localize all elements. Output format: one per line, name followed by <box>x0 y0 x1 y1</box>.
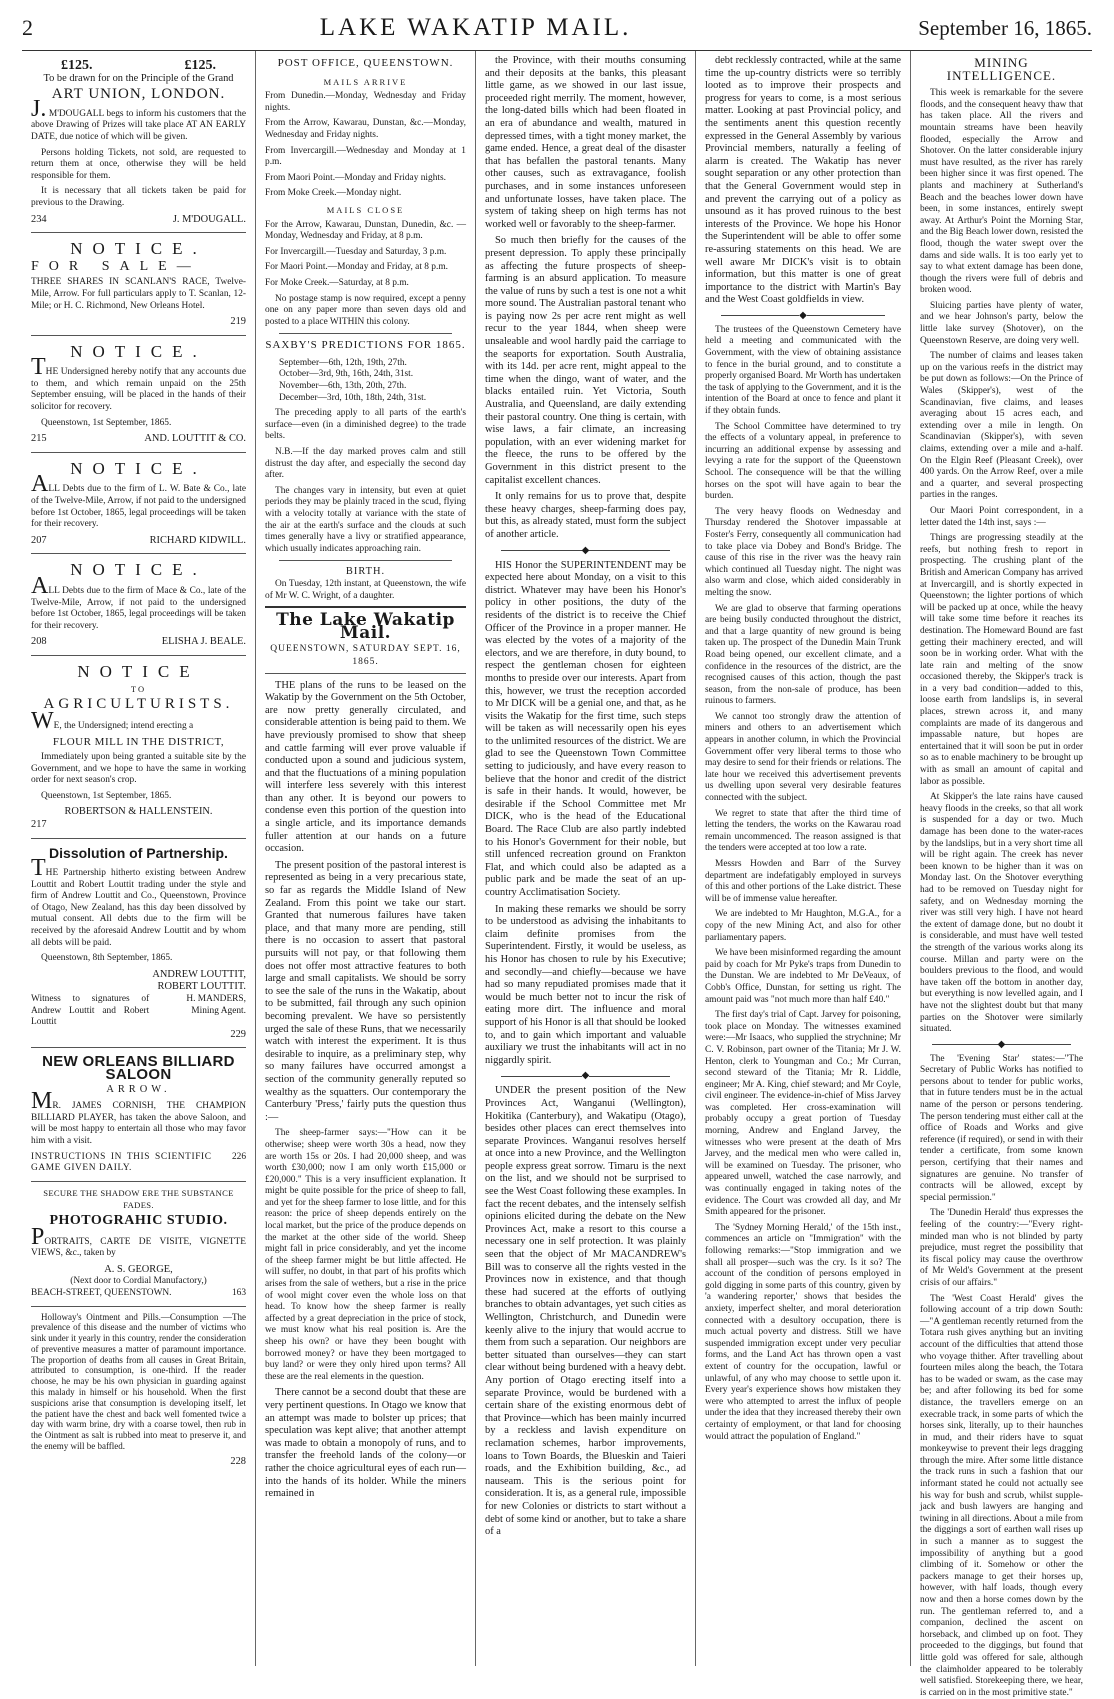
studio-note: (Next door to Cordial Manufactory,) <box>70 1276 207 1287</box>
ad-shares-for-sale <box>31 233 246 336</box>
divider: ◆ <box>920 1042 1083 1048</box>
issue-date: September 16, 1865. <box>918 16 1092 40</box>
close-invercargill: For Invercargill.—Tuesday and Saturday, 3 p.m. <box>265 246 447 257</box>
mining-p1: This week is remarkable for the severe floods, and the consequent heavy thaw that has taken place. All the rivers and mountain streams have been heavily flooded, especially the Arrow and Shotover. On the latter considerable injury must have resulted, as the river has rarely been higher since it was first opened. The plants and machinery at Sutherland's Beach and the beaches lower down have been, in some instances, entirely swept away. At Arthur's Point the Morning Star, and the Big Beach lower down, resisted the flood, though the water swept over the dams and side walls. It is too early yet to say to what extent damage has been done, though the rivers were full of debris and broken wood. <box>920 88 1083 296</box>
divider <box>279 560 452 561</box>
ad-art-union <box>31 55 246 233</box>
agri-intro: WE, the Undersigned; intend erecting a <box>31 707 194 734</box>
ad-bate-notice <box>31 453 246 555</box>
flour-mill-line: FLOUR MILL IN THE DISTRICT, <box>52 736 225 749</box>
ad-number: 219 <box>230 316 246 328</box>
notice-date: Queenstown, 1st September, 1865. <box>41 417 172 428</box>
ad-number: 228 <box>230 1455 246 1467</box>
studio-body: PORTRAITS, CARTE DE VISITE, VIGNETTE VIEWS, &c., taken by <box>31 1223 246 1259</box>
article-runs-p3: It only remains for us to prove that, despite these heavy charges, sheep-farming does pay, but this, as already stated, must form the subject of another article. <box>485 491 686 540</box>
column-4 <box>696 51 911 1666</box>
divider: ◆ <box>485 548 686 554</box>
editorial-dateline: QUEENSTOWN, SATURDAY SEPT. 16, 1865. <box>265 643 466 673</box>
arrive-maori-point: From Maori Point.—Monday and Friday nights. <box>265 172 446 183</box>
saxby-september: September—6th, 12th, 19th, 27th. <box>279 357 407 368</box>
saxby-p2: N.B.—If the day marked proves calm and still distrust the day after, and especially the second day after. <box>265 447 466 481</box>
art-union-title: ART UNION, LONDON. <box>51 86 226 103</box>
mining-evening-star: The 'Evening Star' states:—"The Secretary of Public Works has notified to persons about to tender for public works, that in future tenders must be in the actual name of the person or persons tendering. The person tendering must either call at the office of Roads and Works and give reference (if required), or send in with their tender a certificate, from some known person, certifying that their names and signatures are genuine. No transfer of contracts will be allowed, except by special permission." <box>920 1053 1083 1203</box>
studio-name: A. S. GEORGE, <box>104 1263 173 1275</box>
news-survey: Messrs Howden and Barr of the Survey department are indefatigably employed in surveys of this and other portions of the Lake district. These will be of immense value hereafter. <box>705 859 901 904</box>
article-provinces: UNDER the present position of the New Provinces Act, Wanganui (Wellington), Hokitika (Canterbury), and Wakatipu (Otago), besides other places can erect themselves into separate Provinces. Wanganui resolves herself at once into a new Province, and the Wellington people express great sorrow. Timaru is the next on the list, and we should not be surprised to see the West Coast following these examples. In fact the recent debates, and the intensely selfish opinions elicited during the debate on the New Provinces Act, make a resort to this course a necessary one in self protection. It was plainly seen that the object of Mr MACANDREW's Bill was to conserve all the rights vested in the Provinces now in existence, and that though these had sucered at the efforts of outlying branches to obtain advantages, yet such cities as Wellington, Christchurch, and Dunedin were keenly alive to the injury that would accrue to them from such a separation. Our neighbors are better situated than ourselves—they can start clear without being burdened with a heavy debt. Any portion of Otago erecting itself into a separate Province, would be burdened with a certain share of the existing enormous debt of that Province—which has been mainly incurred by a reckless and lavish expenditure on reclamation schemes, harbor improvements, loans to Town Boards, the Blueskin and Taieri roads, and the Exhibition building, &c., ad nauseam. This is the serious point for consideration. It is, as a general rule, impossible for new Colonies or districts to start without a debt of some kind or another, but to take a share of a <box>485 1085 686 1538</box>
saloon-instructions: INSTRUCTIONS IN THIS SCIENTIFIC GAME GIVEN DAILY. <box>31 1151 212 1174</box>
divider: ◆ <box>705 313 901 319</box>
notice-heading: NOTICE. <box>70 341 207 361</box>
notice-heading: NOTICE. <box>70 239 207 259</box>
for-sale-body: THREE SHARES IN SCANLAN'S RACE, Twelve-Mile, Arrow. For full particulars apply to T. Scanlan, 12-Mile; or H. C. Richmond, New Orleans Hotel. <box>31 277 246 311</box>
ad-signature: ROBERTSON & HALLENSTEIN. <box>64 806 213 818</box>
editorial-p4: There cannot be a second doubt that these are very pertinent questions. In Otago we know that an attempt was made to bolster up prices; that speculation was kept alive; that another attempt was made to obtain a monopoly of runs, and to transfer the freehold lands of the colony—or rather the choice agricultural eyes of each run—into the hands of its holder. While the miners remained in <box>265 1387 466 1500</box>
post-office-schedule <box>265 57 466 328</box>
page-number: 2 <box>22 15 33 40</box>
post-office-heading: POST OFFICE, QUEENSTOWN. <box>277 57 454 69</box>
notice-body: THE Undersigned hereby notify that any accounts due to them, and which remain unpaid on the 25th September ensuing, will be placed in the hands of their solicitor for recovery. <box>31 354 246 413</box>
column-3 <box>476 51 696 1666</box>
notice-body: ALL Debts due to the firm of L. W. Bate & Co., late of the Twelve-Mile, Arrow, if not paid to the undersigned before 1st October, 1865, legal proceedings will be taken for their recovery. <box>31 471 246 530</box>
mails-arrive-heading: MAILS ARRIVE <box>323 76 408 87</box>
mining-heading: MINING INTELLIGENCE. <box>946 55 1057 83</box>
notice-heading: NOTICE <box>77 661 200 681</box>
saloon-body: MR. JAMES CORNISH, THE CHAMPION BILLIARD PLAYER, has taken the above Saloon, and will be most happy to entertain all those who may favor him with a visit. <box>31 1088 246 1146</box>
agri-date: Queenstown, 1st September, 1865. <box>41 790 172 801</box>
notice-heading: NOTICE. <box>70 458 207 478</box>
dissolution-heading: Dissolution of Partnership. <box>49 844 228 861</box>
studio-address: BEACH-STREET, QUEENSTOWN. <box>31 1287 172 1298</box>
ad-mace-notice <box>31 554 246 656</box>
studio-heading: PHOTOGRAHIC STUDIO. <box>49 1212 228 1228</box>
ad-holloway <box>31 1307 246 1469</box>
article-debt: debt recklessly contracted, while at the same time the up-country districts were so terribly looted as to improve their prospects and progress for years to come, is a most serious matter. Looking at past Provincial policy, and the sentiments anent this question recently expressed in the General Assembly by various Provincial members, naturally a feeling of alarm is created. The Wakatip has never sought separation or any other protection than that the General Government would step in and prevent the carrying out of a policy as unsound as it has proved ruinous to the best interests of the Province. We hope his Honor the Superintendent will be able to offer some re-assuring statements on this head. We are well aware Mr DICK's visit is to obtain information, but this matter is one of great importance to the district with Martin's Bay and the West Coast goldfields in view. <box>705 55 901 306</box>
prize-amount-right: £125. <box>184 58 216 73</box>
ad-signature: AND. LOUTTIT & CO. <box>144 433 246 445</box>
column-1-advertisements <box>22 51 256 1666</box>
news-kawarau-road: We regret to state that after the third time of letting the tenders, the works on the Kawarau road remain uncommenced. The reason assigned is that the tenders were accepted at too low a rate. <box>705 808 901 854</box>
ad-number: 208 <box>31 636 47 648</box>
art-union-p3: It is necessary that all tickets taken be paid for previous to the Drawing. <box>31 186 246 208</box>
ad-dissolution <box>31 839 246 1049</box>
prize-amount-left: £125. <box>61 58 93 73</box>
divider <box>279 333 452 334</box>
editorial-title: The Lake Wakatip Mail. <box>276 610 455 643</box>
agri-body: Immediately upon being granted a suitable site by the Government, and we hope to have the same in working order for next season's crop. <box>31 751 246 786</box>
article-superintendent-p2: In making these remarks we should be sorry to be understood as advising the inhabitants to claim definite promises from the Superintendent. Firstly, it would be useless, as his Honor has chosen to rule by his Executive; and secondly—and chiefly—because we have had so many repudiated promises made that it would be much better not to incur the risk of eating more dirt. The influence and moral support of his Honor is all that should be looked to, and to gain which important and valuable auxiliary we trust the inhabitants will act in no niggardly spirit. <box>485 903 686 1066</box>
mining-p5: Things are progressing steadily at the reefs, but nothing fresh to report in prospecting. The crushing plant of the British and American Company has arrived at Invercargill, and is shortly expected in Queenstown; the lighter portions of which will be packed up at once, while the heavy will take some time before it reaches its destination. The Homeward Bound are fast getting their machinery erected, and will soon be in working order. What with the late rain and melting of the snow occasioned thereby, the Skipper's track is in a very bad condition—added to this, loose earth from landslips is, in several places, strewn across it, and many complaints are made of its dangerous and impassable nature, but hopes are entertained that it will soon be put in order so as to enable machinery to be brought up with as small an amount of capital and labor as possible. <box>920 533 1083 787</box>
mails-close-heading: MAILS CLOSE <box>326 204 405 215</box>
for-sale-line: FOR SALE— <box>31 258 201 274</box>
article-runs-p2: So much then briefly for the causes of the present depression. To apply these principally as affecting the future prospects of sheep-farming is an absurd application. To measure the value of runs by such a test is one not a whit more sound. The Australian pastoral tenant who is paying now 2s per acre rent might as well recur to the year 1844, when sheep were unsaleable and wool hardly paid the carriage to the seaports for exportation. South Australia, with its 14d. per acre rent, might appeal to the time when the dingo, want of water, and the blacks entailed ruin. Yet Victoria, South Australia, and Queensland, are daily extending their pastoral country. One thing is certain, with wise laws, a fair climate, an increasing population, with an ever widening market for the fleece, the runs to be offered by the Government in this district present to the capitalist excellent chances. <box>485 235 686 486</box>
ad-number: 226 <box>231 1151 246 1162</box>
art-union-sub: To be drawn for on the Principle of the Grand <box>43 72 234 84</box>
signature-robert: ROBERT LOUTTIT. <box>157 981 246 993</box>
news-school: The School Committee have determined to try the effects of a voluntary appeal, in preference to incurring an additional expense by assessing and levying a rate for the support of the Queenstown School. The consequence will be that the willing horses on the spot will have again to bear the burden. <box>705 421 901 502</box>
mining-west-coast: The 'West Coast Herald' gives the following account of a trip down South:—"A gentleman recently returned from the Totara rush gives anything but an inviting account of the difficulties that attend those who voyage thither. After travelling about fourteen miles along the beach, the Totara has to be waded or swam, as the case may be; and after following its bed for some distance, the travellers emerge on an execrable track, in some parts of which the horses sink, literally, up to their haunches in mud, and their riders have to squat monkeywise to prevent their legs dragging through the mire. After some little distance the track runs in such a fashion that our informant stated he could not actually see his way for bush and scrub, whilst supple-jack and bush lawyers are hanging and twining in all directions. About a mile from the diggings a sort of earthen wall rises up in such a manner as to suggest the impossibility of anything but a good climbing of it. Somehow or other the packers manage to get their horses up, however, with half loads, though every now and then a horse comes down by the run. The gentleman referred to, and a companion, declined the ascent on horseback, and climbed up on foot. They proceeded to the diggings, but found that little gold was offered for sale, although the claimholder appeared to be tolerably well satisfied. Storekeeping there, we hear, is carried on in the most primitive state." <box>920 1293 1083 1698</box>
mining-agent: H. MANDERS, Mining Agent. <box>186 994 246 1016</box>
ad-photographic-studio <box>31 1182 246 1307</box>
article-superintendent-p1: HIS Honor the SUPERINTENDENT may be expected here about Monday, on a visit to this district. Whatever may have been his Honor's policy in other positions, the duty of the residents of the district is to receive the Chief Officer of the Province in a proper manner. He was elected by the votes of a majority of the electors, and we are therefore, in duty bound, to respect the gentleman chosen for eighteen months to preside over our interests. Apart from this, however, we trust the reception accorded to Mr DICK will be a genial one, and that, as he visits the Wakatip for the first time, such steps will be taken as will necessarily open his eyes to the unlimited resources of the district. We are glad to see the Queenstown Town Committee setting to judiciously, and have every reason to believe that the honor and credit of the district is safe in their hands. It would, however, be desirable if the School Committee met Mr DICK, who is the head of the Educational Board. The Race Club are also partly indebted to his Honor's Government for their noble, but still unfenced recreation ground on Frankton Flat, and which could also be adapted as a public park and be made the seat of an up-country Acclimatisation Society. <box>485 559 686 898</box>
news-floods: The very heavy floods on Wednesday and Thursday rendered the Shotover impassable at Foster's Ferry, consequently all communication had to take place via Dobey and Bond's Bridge. The cause of this rise in the river was the heavy rain which continued all Tuesday night. The night was also warm and close, which aided considerably in melting the snow. <box>705 506 901 598</box>
mining-p2: Sluicing parties have plenty of water, and we hear Johnson's party, below the little lake survey (Shotover), on the Queenstown Reserve, are doing very well. <box>920 300 1083 346</box>
ad-number: 207 <box>31 534 47 546</box>
postage-note: No postage stamp is now required, except a penny one on any paper more than seven days old and posted to a place WITHIN this colony. <box>265 293 466 327</box>
editorial-quote: The sheep-farmer says:—"How can it be otherwise; sheep were worth 30s a head, now they are worth 15s or 20s. I had 20,000 sheep, and was worth £30,000; now I am only worth £15,000 or £20,000." This is a very insufficient explanation. It might be quite possible for the price of sheep to fall, and yet for the sheep farmer to lose little, and for this reason: the price of sheep depends entirely on the local market, but the price of the produce depends on the market at the other side of the world. Sheep might fall in price considerably, and yet the income of the sheep farmer might be but little affected. He will suffer, no doubt, in that part of his profits which arises from the sale of wethers, but a rise in the price of wool might cover even the whole loss on that head. To know how the sheep farmer is really affected by a great depreciation in the price of stock, we must know what his real position is. Are the sheep his own? or have they been bought with borrowed money? or have they been mortgaged to buy land? or were they only hired upon terms? All these are the real elements in the question. <box>265 1128 466 1382</box>
art-union-p1: J. M'DOUGALL begs to inform his customers that the above Drawing of Prizes will take place AT AN EARLY DATE, due notice of which will be given. <box>31 95 246 142</box>
arrive-moke-creek: From Moke Creek.—Monday night. <box>265 188 402 199</box>
news-mining-act: We are indebted to Mr Haughton, M.G.A., for a copy of the new Mining Act, and also for other parliamentary papers. <box>705 909 901 943</box>
arrive-invercargill: From Invercargill.—Wednesday and Monday at 1 p.m. <box>265 145 466 168</box>
saxby-predictions <box>265 339 466 555</box>
mining-p3: The number of claims and leases taken up on the various reefs in the district may be put down as follows:—On the Prince of Wales (Skipper's), west of the Scandinavian, five claims, and leases averaging about 15 acres each, and extending over a mile in length. On Scandinavian (Skipper's), with seven claims, extending over a mile and a-half. On the Elgin Reef (Pleasant Creek), over 400 yards. On the Arrow Reef, over a mile and a quarter, and several prospecting parties in the ranges. <box>920 351 1083 501</box>
divider: ◆ <box>485 1073 686 1079</box>
holloway-body: Holloway's Ointment and Pills.—Consumption —The prevalence of this disease and the number of victims who sink under it yearly in this country, render the consideration of preventive measures a matter of paramount importance. The proportion of deaths from all causes in Great Britain, attributed to consumption, is one-third. If the reader choose, he may be his own physician in guarding against this malady in himself or his household. When the first suspicions arise that consumption is developing itself, let the patient have the chest and back well fomented twice a day with warm brine, dry with a coarse towel, then rub in the Ointment as salt is rubbed into meat to preserve it, and the enemy will be baffled. <box>31 1311 246 1452</box>
ad-louttit-notice <box>31 336 246 453</box>
saxby-heading: SAXBY'S PREDICTIONS FOR 1865. <box>265 339 466 352</box>
column-5-mining <box>911 51 1092 1698</box>
saxby-p3: The changes vary in intensity, but even at quiet periods they may be plainly traced in the scud, flying with a velocity totally at variance with the state of the air at the earth's surface and the clouds at such times generally have a livy or stratified appearance, which usually indicates approaching rain. <box>265 485 466 554</box>
article-runs-p1: the Province, with their mouths consuming and their deposits at the banks, this pleasant little game, as we showed in our last issue, proceeded right merrily. The moment, however, the long-dated bills which had been floated in an era of abundance and wealth, matured in depressed times, with a tight money market, the game ended. Hence, a great deal of the disaster that has befallen the pastoral tenants. Many other causes, such as extravagance, foolish purchases, and in some instances unforeseen and unfortunate losses, have taken place. The system of taking sheep on high terms has not worked well or favorably to the sheep-farmer. <box>485 55 686 230</box>
ad-number: 163 <box>231 1287 246 1298</box>
news-immigration: The 'Sydney Morning Herald,' of the 15th inst., commences an article on "Immigration" with the following remarks:—"Stop immigration and we shall all prosper—such was the cry. Is it so? The account of the condition of persons employed in gold digging in some parts of this country, given by 'a wandering reporter,' shows that besides the anxiety, imperfect shelter, and moral deterioration connected with a desultory occupation, there is much actual poverty and distress. Still we have suspended immigration except under very peculiar forms, and the Land Act has thrown open a vast extent of country for the occupation, lawful or unlawful, of any who may choose to settle upon it. Every year's experience shows how mistaken they were who attempted to arrest the influx of people under the idea that they increased thereby their own certainty of employment, or that land for choosing would attract the population of England." <box>705 1222 901 1442</box>
signature-andrew: ANDREW LOUTTIT, <box>152 968 246 980</box>
saxby-december: December—3rd, 10th, 18th, 24th, 31st. <box>279 392 427 403</box>
ad-number: 234 <box>31 213 47 225</box>
news-farming: We are glad to observe that farming operations are being busily conducted throughout the district, and that a large quantity of new ground is being taken up. The prospect of the Dunedin Main Trunk Road being opened, our excellent climate, and a confidence in the resources of the district, are the recognised causes of this action, though the past season, from the non-sale of produce, has been ruinous to farmers. <box>705 603 901 707</box>
notice-to: TO <box>130 683 147 694</box>
ad-signature: J. M'DOUGALL. <box>172 213 246 225</box>
saxby-p1: The preceding apply to all parts of the earth's surface—even (in a diminished degree) to the trade belts. <box>265 408 466 442</box>
ad-signature: RICHARD KIDWILL. <box>149 534 246 546</box>
columns <box>22 51 1092 1698</box>
mining-p6: At Skipper's the late rains have caused heavy floods in the creeks, so that all work is suspended for a day or two. Much damage has been done to the water-races by the landslips, but in a very short time all will be right again. The creek has never been known to be higher than it was on Monday last. On the Shotover everything had to be removed on Tuesday night for safety, and on Wednesday morning the river was still very high. I have not heard the extent of damage done, but no doubt it is considerable, and must have well tested the strength of the various works along its course. Millan and party were on the boulders previous to the flood, and would have taken off the bottom in another day, but everything is now levelled again, and I have not the slightest doubt but that many parties on the Shotover were similarly situated. <box>920 792 1083 1035</box>
ad-billiard-saloon <box>31 1048 246 1181</box>
mining-dunedin-herald: The 'Dunedin Herald' thus expresses the feeling of the country:—"Every right-minded man who is not blinded by party prejudice, must regret the possibility that its fiscal policy may cause the overthrow of Mr Weld's Government at the present crisis of our affairs." <box>920 1208 1083 1288</box>
ad-number: 229 <box>230 1028 246 1040</box>
masthead <box>22 14 1092 51</box>
saxby-november: November—6th, 13th, 20th, 27th. <box>279 381 407 392</box>
ad-agriculturists <box>31 656 246 839</box>
birth-body: On Tuesday, 12th instant, at Queenstown, the wife of Mr W. C. Wright, of a daughter. <box>265 578 466 601</box>
agriculturists-title: AGRICULTURISTS. <box>43 696 234 713</box>
column-2 <box>256 51 476 1666</box>
saxby-october: October—3rd, 9th, 16th, 24th, 31st. <box>279 369 414 380</box>
editorial <box>265 610 466 1501</box>
ad-number: 215 <box>31 433 47 445</box>
notice-heading: NOTICE. <box>70 560 207 580</box>
notice-body: ALL Debts due to the firm of Mace & Co., late of the Twelve-Mile, Arrow, if not paid to the undersigned before 1st October, 1865, legal proceedings will be taken for their recovery. <box>31 573 246 631</box>
birth-heading: BIRTH. <box>345 566 386 578</box>
saloon-heading: NEW ORLEANS BILLIARD SALOON <box>42 1053 235 1083</box>
ad-number: 217 <box>31 818 47 830</box>
news-cemetery: The trustees of the Queenstown Cemetery have held a meeting and communicated with the Government, with the view of obtaining assistance to fence in the burial ground, and to constitute a properly organised Board. Mr Worth has undertaken the task of applying to the Government, and it is the intention of the Board at once to fence and plant it if they obtain funds. <box>705 324 901 417</box>
studio-tagline: SECURE THE SHADOW ERE THE SUBSTANCE FADES. <box>43 1187 234 1211</box>
arrive-dunedin: From Dunedin.—Monday, Wednesday and Friday nights. <box>265 91 466 113</box>
saloon-place: ARROW. <box>106 1083 171 1095</box>
editorial-p1: THE plans of the runs to be leased on the Wakatip by the Government on the 5th October, are now pretty generally circulated, and considerable attention is being paid to them. We have previously promised to show that sheep and cattle farming will ever prove valuable if conducted upon a sound and judicious system, and that the fluctuations of a mining population will interfere less severely with this interest than any other. It is beyond our powers to condense even this portion of the question into a single article, and its importance demands fuller attention at our hands on a future occasion. <box>265 679 466 855</box>
paper-title: LAKE WAKATIP MAIL. <box>319 14 632 41</box>
close-moke-creek: For Moke Creek.—Saturday, at 8 p.m. <box>265 277 409 288</box>
news-jarvey-trial: The first day's trial of Capt. Jarvey for poisoning, took place on Monday. The witnesses examined were:—Mr Isaacs, who supplied the strychnine; Mr C. V. Robinson, part owner of the Titania; Mr J. W. Henton, clerk to Youngman and Co.; Mr Curran, second steward of the Titania; Mr R. Liddle, engineer; Mr A. King, chief steward; and Mr Coyle, civil engineer. The evidence-in-chief of Miss Jarvey was completed. Her cross-examination will probably occupy a great portion of Tuesday morning, Andrew and England Jarvey, the witnesses who were present at the death of Mrs Jarvey, and the medical men who were called in, will be examined on Tuesday. The prisoner, who appeared unwell, watched the case narrowly, and was continually engaged in taking notes of the evidence. The Court was crowded all day, and Mr Smith appeared for the prisoner. <box>705 1010 901 1218</box>
editorial-p2: The present position of the pastoral interest is represented as being in a very precarious state, so far as regards the Middle Island of New Zealand. From this point we take our start. Granted that numerous failures have taken place, and that many more are pending, still there is no occasion to assert that pastoral pursuits will not pay, or that following them does not offer most attractive features to both large and small capitalists. We should be sorry to see the sale of the runs in the Wakatip, about to be submitted, fail through any such opinion becoming prevalent. We have so persistently urged the sale of these Runs, that we necessarily watch with interest the experiment. It is thus desirable to inquire, as a preliminary step, why so many failures have occurred amongst a section of the community generally reputed so wealthy as the squatters. Our contemporary the Canterbury 'Press,' fairly puts the question thus :— <box>265 859 466 1123</box>
close-arrow: For the Arrow, Kawarau, Dunstan, Dunedin, &c. —Monday, Wednesday and Friday, at 8 p.m. <box>265 219 466 242</box>
news-immigration-terms: We cannot too strongly draw the attention of miners and others to an advertisement which appears in another column, in which the Provincial Government offer very liberal terms to those who may desire to send for their friends or relations. The late hour we received this advertisement prevents us dwelling upon several very desirable features connected with the subject. <box>705 711 901 804</box>
witness-line: Witness to signatures of Andrew Louttit and Robert Louttit <box>31 994 150 1028</box>
birth-notice <box>265 566 466 602</box>
art-union-p2: Persons holding Tickets, not sold, are requested to return them at once, otherwise they will be held responsible for them. <box>31 147 246 181</box>
ad-signature: ELISHA J. BEALE. <box>161 636 246 648</box>
arrive-arrow: From the Arrow, Kawarau, Dunstan, &c.—Monday, Wednesday and Friday nights. <box>265 118 466 140</box>
divider <box>265 606 466 608</box>
news-coach: We have been misinformed regarding the amount paid by coach for Mr Pyke's traps from Dunedin to the Dunstan. We are indebted to Mr DeVeaux, of Cobb's Office, Dunstan, for setting us right. The amount paid was "not much more than half £40." <box>705 948 901 1005</box>
close-maori-point: For Maori Point.—Monday and Friday, at 8 p.m. <box>265 262 448 273</box>
mining-p4: Our Maori Point correspondent, in a letter dated the 14th inst, says :— <box>920 505 1083 528</box>
dissolution-date: Queenstown, 8th September, 1865. <box>41 953 173 964</box>
dissolution-body: THE Partnership hitherto existing between Andrew Louttit and Robert Louttit trading under the style and firm of Andrew Louttit and Co., Queenstown, Province of Otago, New Zealand, has this day been dissolved by mutual consent. All debts due to the firm will be received by the aforesaid Andrew Louttit and by whom all debts will be paid. <box>31 855 246 948</box>
